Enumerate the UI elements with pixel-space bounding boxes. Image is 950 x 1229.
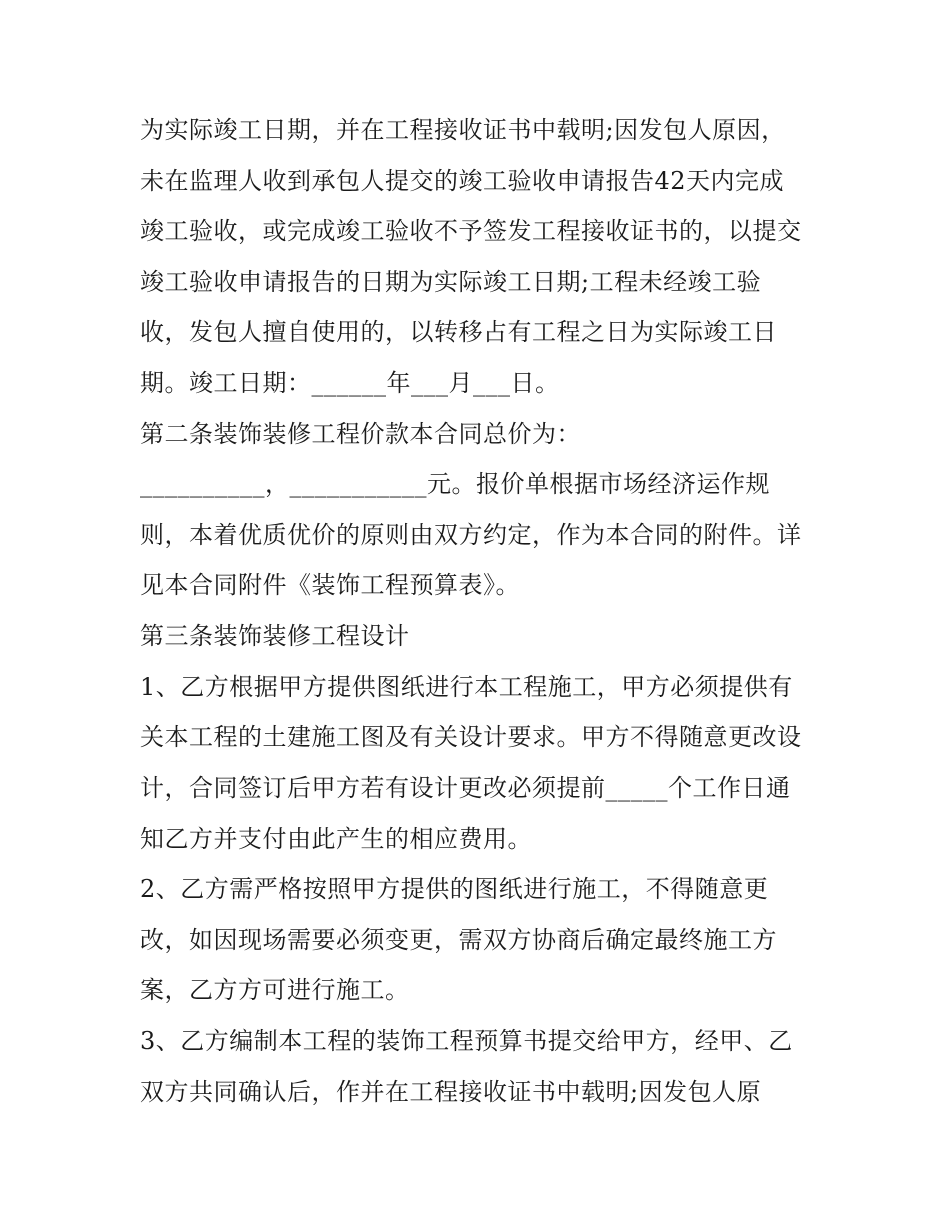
text-line: 则，本着优质优价的原则由双方约定，作为本合同的附件。详	[140, 521, 802, 549]
text-line: 竣工验收申请报告的日期为实际竣工日期;工程未经竣工验	[140, 268, 762, 296]
text-line: 改，如因现场需要必须变更，需双方协商后确定最终施工方	[140, 926, 777, 954]
text-line: 关本工程的土建施工图及有关设计要求。甲方不得随意更改设	[140, 723, 802, 751]
text-line: 2、乙方需严格按照甲方提供的图纸进行施工，不得随意更	[140, 875, 769, 903]
section-heading: 第二条装饰装修工程价款本合同总价为：	[140, 420, 581, 448]
text-line: 见本合同附件《装饰工程预算表》。	[140, 571, 520, 599]
text-line: 收，发包人擅自使用的，以转移占有工程之日为实际竣工日	[140, 318, 777, 346]
text-line: 1、乙方根据甲方提供图纸进行本工程施工，甲方必须提供有	[140, 673, 793, 701]
section-heading: 第三条装饰装修工程设计	[140, 622, 410, 650]
text-line: 竣工验收，或完成竣工验收不予签发工程接收证书的，以提交	[140, 217, 802, 245]
text-line: 3、乙方编制本工程的装饰工程预算书提交给甲方，经甲、乙	[140, 1027, 793, 1055]
text-line: 期。竣工日期：______年___月___日。	[140, 369, 560, 397]
text-line: 知乙方并支付由此产生的相应费用。	[140, 825, 532, 853]
text-line: 为实际竣工日期，并在工程接收证书中载明;因发包人原因，	[140, 116, 786, 144]
text-line: 案，乙方方可进行施工。	[140, 976, 410, 1004]
text-line: 双方共同确认后，作并在工程接收证书中载明;因发包人原	[140, 1078, 762, 1106]
text-line: 未在监理人收到承包人提交的竣工验收申请报告42天内完成	[140, 167, 785, 195]
text-line: __________，___________元。报价单根据市场经济运作规	[140, 470, 770, 498]
text-line: 计，合同签订后甲方若有设计更改必须提前_____个工作日通	[140, 774, 791, 802]
